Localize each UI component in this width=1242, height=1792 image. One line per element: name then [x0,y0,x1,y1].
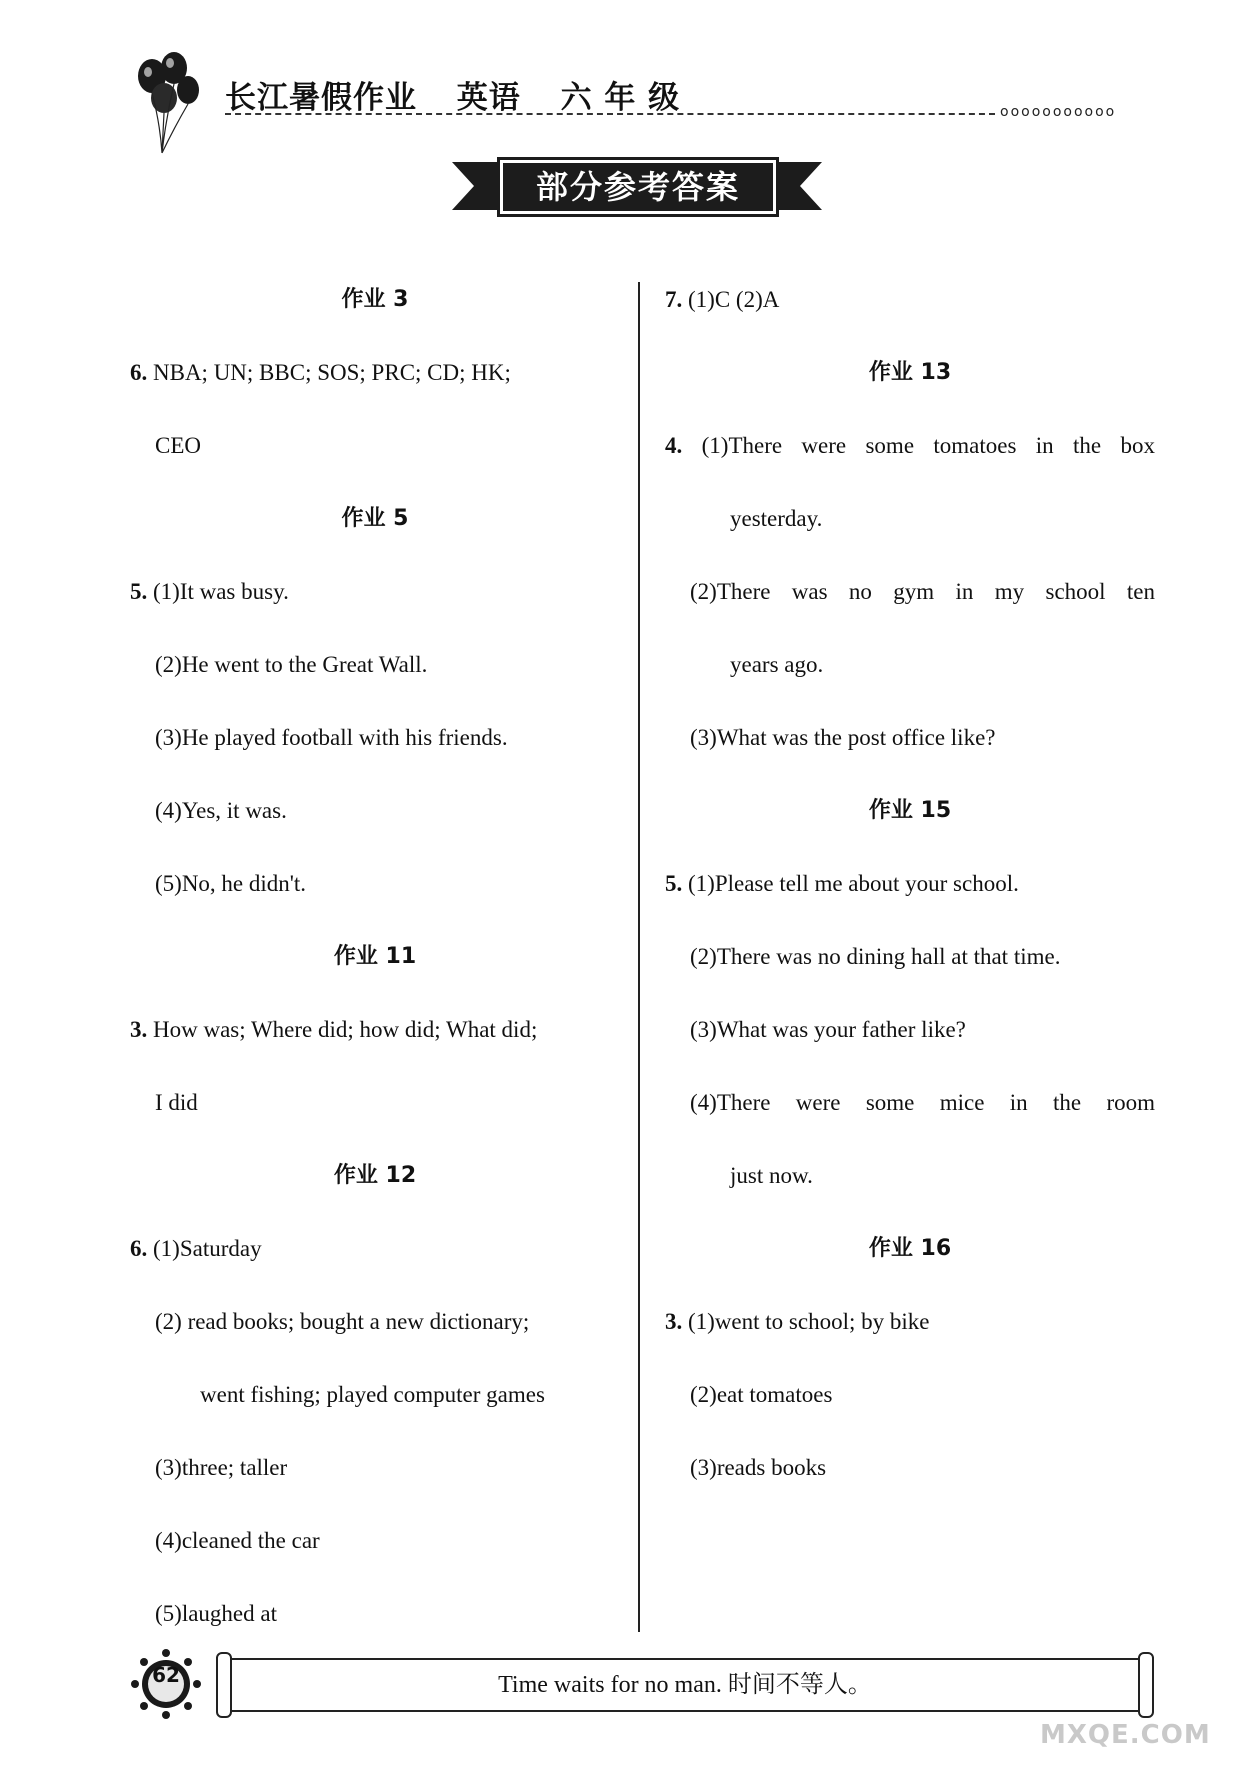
answer-item [665,280,1155,353]
answer-line: (2) read books; bought a new dictionary; [155,1309,530,1334]
answer-line: (3)reads books [690,1455,827,1480]
header-dots: ooooooooooo [1000,104,1117,120]
question-number: 5. [130,579,148,604]
answer-line: (3)What was your father like? [690,1017,966,1042]
answer-line: (2)There was no dining hall at that time. [690,944,1061,969]
grade-name: 六 年 级 [560,80,681,116]
answer-line: (3)He played football with his friends. [155,725,508,750]
answer-line: (2)There was no gym in my school ten [690,579,1155,604]
header-title [225,72,708,117]
answer-banner [452,150,822,220]
banner-title: 部分参考答案 [500,160,776,214]
section-heading: 作业 16 [868,1236,952,1261]
column-divider [638,282,640,1632]
answer-line: (2)He went to the Great Wall. [155,652,428,677]
page-footer [130,1640,1160,1740]
answer-line: (5)laughed at [155,1601,277,1626]
answer-line: (5)No, he didn't. [155,871,307,896]
answer-text: (1)went to school; by bike [688,1309,930,1334]
right-column [665,280,1155,1521]
page-number: 62 [152,1663,180,1687]
question-number: 6. [130,1236,148,1261]
motto-scroll [230,1658,1140,1712]
answer-text: (1)It was busy. [153,579,289,604]
motto-text: Time waits for no man. 时间不等人。 [498,1672,872,1698]
section-heading: 作业 11 [333,944,417,969]
left-column [130,280,620,1667]
series-name: 长江暑假作业 [225,80,417,116]
answer-line: (3)three; taller [155,1455,288,1480]
answer-line: (3)What was the post office like? [690,725,996,750]
answer-line: (2)eat tomatoes [690,1382,833,1407]
answer-item [665,426,1155,499]
section-heading: 作业 3 [341,287,409,312]
section-heading: 作业 12 [333,1163,417,1188]
answer-text: (1)Saturday [153,1236,262,1261]
header-dashed-rule [225,113,995,115]
question-number: 7. [665,287,683,312]
answer-item [130,1010,620,1083]
section-heading: 作业 15 [868,798,952,823]
answer-text: (1)Please tell me about your school. [688,871,1019,896]
answer-line: CEO [155,433,201,458]
answer-item [665,864,1155,937]
section-heading: 作业 13 [868,360,952,385]
answer-line: years ago. [730,652,824,677]
answer-item [130,1229,620,1302]
question-number: 6. [130,360,148,385]
answer-text: (1)There were some tomatoes in the box [701,433,1156,458]
question-number: 5. [665,871,683,896]
answer-line: (4)There were some mice in the room [690,1090,1155,1115]
answer-item [665,1302,1155,1375]
answer-text: (1)C (2)A [688,287,780,312]
section-heading: 作业 5 [341,506,409,531]
question-number: 3. [665,1309,683,1334]
answer-text: NBA; UN; BBC; SOS; PRC; CD; HK; [153,360,511,385]
question-number: 4. [665,433,683,458]
answer-item [130,572,620,645]
answer-text: How was; Where did; how did; What did; [153,1017,538,1042]
answer-line: just now. [730,1163,813,1188]
answer-item [130,353,620,426]
balloons-icon [130,48,210,158]
answer-line: (4)Yes, it was. [155,798,287,823]
answer-line: (4)cleaned the car [155,1528,320,1553]
page-header [130,60,1160,130]
question-number: 3. [130,1017,148,1042]
answer-line: I did [155,1090,198,1115]
subject-name: 英语 [456,80,521,116]
answer-line: went fishing; played computer games [200,1382,545,1407]
answer-line: yesterday. [730,506,823,531]
watermark: MXQE.COM [1040,1720,1211,1750]
